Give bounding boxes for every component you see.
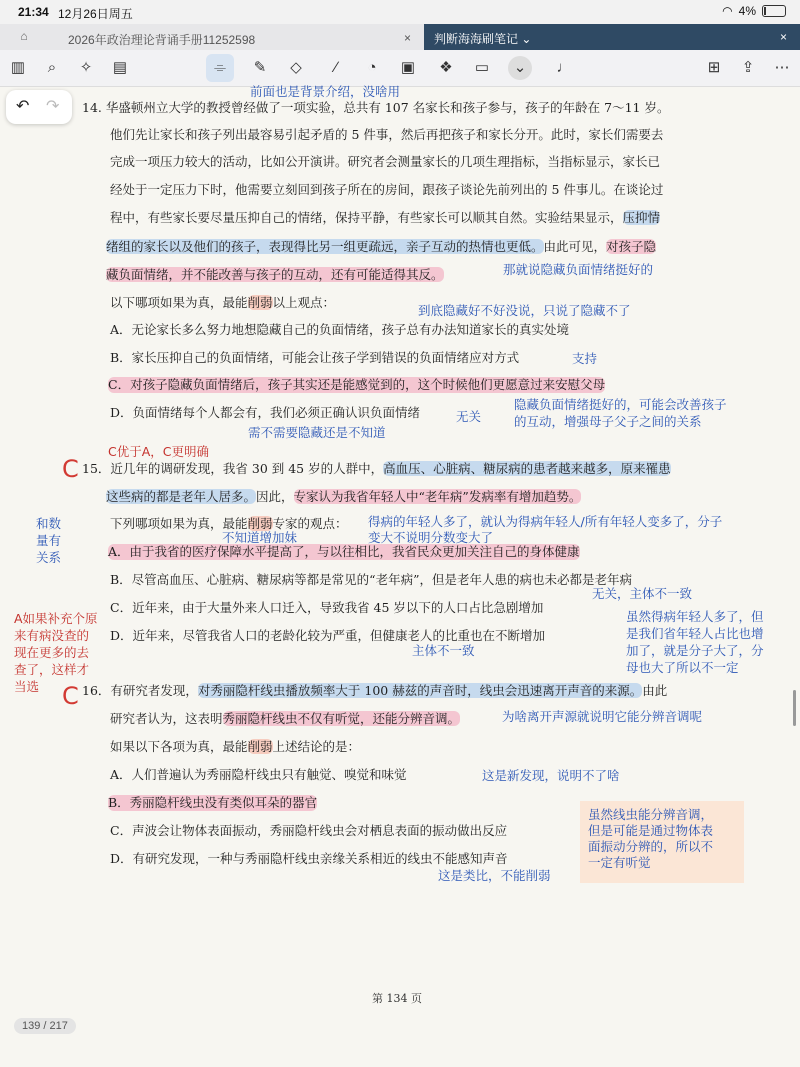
redo-icon[interactable]: ↷ (46, 98, 60, 115)
annotation: 来有病没查的 (14, 628, 90, 643)
status-date: 12月26日周五 (58, 7, 133, 21)
annotation: 加了，就是分子大了，分 (626, 643, 764, 658)
sidebar-icon[interactable]: ▥ (10, 59, 26, 76)
prompt-text: 上述结论的是： (272, 739, 361, 754)
q15-text: 15．近几年的调研发现，我省 30 到 45 岁的人群中， (82, 461, 384, 476)
option-a: A．人们普遍认为秀丽隐杆线虫只有触觉、嗅觉和味觉 (110, 767, 407, 782)
tab-label: 判断海海刷笔记 ⌄ (434, 32, 532, 46)
option-c: C．声波会让物体表面振动，秀丽隐杆线虫会对栖息表面的振动做出反应 (110, 823, 508, 838)
option-c: C．近年来，由于大量外来人口迁入，导致我省 45 岁以下的人口占比急剧增加 (110, 600, 544, 615)
option-b: B．家长压抑自己的负面情绪，可能会让孩子学到错误的负面情绪应对方式 (110, 350, 520, 365)
home-icon[interactable]: ⌂ (20, 29, 28, 43)
scrollbar[interactable] (793, 690, 796, 726)
q15-text: 因此， (256, 489, 294, 504)
annotation: 主体不一致 (412, 643, 475, 658)
annotation: 得病的年轻人多了，就认为得病年轻人/所有年轻人变多了，分子 (368, 514, 723, 529)
q14-line: 完成一项压力较大的活动，比如公开演讲。研究者会测量家长的几项生理指标，当指标显示，家长已 (110, 154, 661, 169)
tab-judgment-notes[interactable] (424, 24, 800, 50)
sticky-note: 虽然线虫能分辨音调， 但是可能是通过物体表 面振动分辨的，所以不 一定有听觉 (580, 801, 744, 883)
q16-text: 研究者认为，这表明 (110, 711, 223, 726)
check-mark-q16: C (62, 682, 79, 710)
annotation: 那就说隐藏负面情绪挺好的 (503, 262, 654, 277)
ellipsis-icon[interactable]: ⋯ (774, 59, 790, 76)
annotation: 无关，主体不一致 (592, 586, 693, 601)
annotation: 需不需要隐藏还是不知道 (248, 425, 386, 440)
annotation: 到底隐藏好不好没说，只说了隐藏不了 (418, 303, 631, 318)
option-b: B．尽管高血压、心脏病、糖尿病等都是常见的“老年病”，但是老年人患的病也未必都是老年病 (110, 572, 632, 587)
q14-line (110, 210, 660, 226)
option-d: D．负面情绪每个人都会有，我们必须正确认识负面情绪 (110, 405, 421, 420)
q15-line (106, 489, 581, 505)
annotation: 当选 (14, 679, 40, 694)
prompt-text: 如果以下各项为真，最能 (110, 739, 248, 754)
annotation: 隐藏负面情绪挺好的，可能会改善孩子 (514, 397, 727, 412)
prompt-text: 以下哪项如果为真，最能 (110, 295, 248, 310)
option-c: C．对孩子隐藏负面情绪后，孩子其实还是能感觉到的，这个时候他们更愿意过来安慰父母 (108, 377, 606, 392)
pen-icon[interactable]: ✎ (253, 59, 267, 76)
q15-line (82, 461, 671, 477)
highlight-blue: 压抑情 (622, 210, 661, 225)
mic-icon[interactable]: ♩ (556, 59, 572, 76)
text-icon[interactable]: ▭ (474, 59, 490, 76)
highlight-pink: 专家认为我省年轻人中“老年病”发病率有增加趋势。 (293, 489, 582, 504)
add-page-icon[interactable]: ⊞ (707, 59, 721, 76)
highlighter-icon[interactable]: ∕ (334, 59, 338, 76)
q16-text: 由此 (642, 683, 668, 698)
annotation: 前面也是背景介绍，没啥用 (250, 84, 401, 99)
prompt-text: 下列哪项如果为真，最能 (110, 516, 248, 531)
highlight-pink: 对孩子隐 (606, 239, 657, 254)
more-down-icon[interactable]: ⌄ (508, 56, 532, 80)
q16-line (110, 711, 460, 727)
highlight-blue: 对秀丽隐杆线虫播放频率大于 100 赫兹的声音时，线虫会迅速离开声音的来源。 (197, 683, 643, 698)
prompt-text: 以上观点： (272, 295, 336, 310)
option-d: D．有研究发现，一种与秀丽隐杆线虫亲缘关系相近的线虫不能感知声音 (110, 851, 508, 866)
close-icon[interactable]: × (780, 30, 788, 44)
annotation: 变大不说明分数变大了 (368, 530, 494, 545)
undo-icon[interactable]: ↶ (16, 98, 30, 115)
q14-line (106, 267, 444, 283)
q14-text: 由此可见， (543, 239, 607, 254)
search-icon[interactable]: ⌕ (47, 59, 57, 76)
highlight-pink: 秀丽隐杆线虫不仅有听觉，还能分辨音调。 (222, 711, 461, 726)
q16-prompt (110, 739, 360, 755)
annotation: 支持 (572, 351, 598, 366)
option-a: A．由于我省的医疗保障水平提高了，与以往相比，我省民众更加关注自己的身体健康 (108, 544, 580, 559)
highlight-blue: 这些病的都是老年人居多。 (106, 489, 257, 504)
status-bar (0, 0, 800, 24)
share-icon[interactable]: ⇪ (741, 59, 755, 76)
annotation: 为啥离开声源就说明它能分辨音调呢 (502, 709, 703, 724)
page-counter: 139 / 217 (14, 1018, 76, 1034)
battery-icon (762, 5, 786, 17)
tab-bar (0, 24, 800, 50)
image-icon[interactable]: ▣ (400, 59, 416, 76)
q16-text: 16．有研究者发现， (82, 683, 198, 698)
status-icons (722, 4, 786, 18)
check-mark-q15: C (62, 455, 79, 483)
keyword-weaken: 削弱 (247, 295, 273, 310)
q16-line (82, 683, 667, 699)
annotation: 现在更多的去 (14, 645, 90, 660)
q14-line (106, 239, 656, 255)
annotation: 和数 (36, 516, 62, 531)
toolbar (0, 50, 800, 87)
annotation: 母也大了所以不一定 (626, 660, 739, 675)
eraser-icon[interactable]: ◇ (290, 59, 302, 76)
option-a: A．无论家长多么努力地想隐藏自己的负面情绪，孩子总有办法知道家长的真实处境 (110, 322, 570, 337)
q14-line: 14. 华盛顿州立大学的教授曾经做了一项实验，总共有 107 名家长和孩子参与，孩子的年龄在 7～11 岁。 (82, 100, 670, 115)
notes-icon[interactable]: ▤ (112, 59, 128, 76)
undo-redo-group (6, 90, 72, 124)
q14-prompt (110, 295, 335, 311)
tab-label: 2026年政治理论背诵手册11252598 (68, 33, 256, 47)
annotation: 的互动，增强母子父子之间的关系 (514, 414, 702, 429)
keyword-weaken: 削弱 (247, 739, 273, 754)
annotation: 关系 (36, 550, 62, 565)
annotation: 不知道增加妹 (222, 530, 298, 545)
keyword-weaken: 削弱 (247, 516, 273, 531)
highlight-blue: 绪组的家长以及他们的孩子，表现得比另一组更疏远，亲子互动的热情也更低。 (106, 239, 544, 254)
annotation: 量有 (36, 533, 62, 548)
close-icon[interactable]: × (404, 31, 412, 45)
document-page (80, 86, 780, 1066)
annotation: C优于A，C更明确 (108, 444, 210, 459)
shape-icon[interactable]: ◔ (367, 59, 377, 76)
option-b: B．秀丽隐杆线虫没有类似耳朵的器官 (108, 795, 318, 810)
q14-line: 经处于一定压力下时，他需要立刻回到孩子所在的房间，跟孩子谈论先前列出的 5 件事儿。在谈论过 (110, 182, 664, 197)
annotation: 是我们省年轻人占比也增 (626, 626, 764, 641)
sticker-icon[interactable]: ❖ (439, 59, 453, 76)
page-footer: 第 134 页 (372, 992, 422, 1005)
prompt-text: 专家的观点： (272, 516, 348, 531)
annotation: 查了，这样才 (14, 662, 90, 677)
annotation: A如果补充个原 (14, 611, 98, 626)
status-time: 21:34 (18, 5, 49, 19)
wifi-icon: ◠ (722, 4, 733, 18)
highlight-pink: 藏负面情绪，并不能改善与孩子的互动，还有可能适得其反。 (106, 267, 444, 282)
annotation: 无关 (456, 409, 482, 424)
battery-percent: 4% (738, 4, 756, 18)
tab-politics-handbook[interactable] (40, 26, 420, 48)
highlight-blue: 高血压、心脏病、糖尿病的患者越来越多，原来罹患 (383, 461, 671, 476)
q14-text: 程中，有些家长要尽量压抑自己的情绪，保持平静，有些家长可以顺其自然。实验结果显示， (110, 210, 623, 225)
magic-icon[interactable]: ✧ (79, 59, 93, 76)
lasso-icon[interactable]: ⌯ (206, 54, 234, 82)
option-d: D．近年来，尽管我省人口的老龄化较为严重，但健康老人的比重也在不断增加 (110, 628, 546, 643)
q14-line: 他们先让家长和孩子列出最容易引起矛盾的 5 件事，然后再把孩子和家长分开。此时，家长们需要去 (110, 127, 664, 142)
annotation: 这是新发现，说明不了啥 (482, 768, 620, 783)
annotation: 这是类比，不能削弱 (438, 868, 551, 883)
annotation: 虽然得病年轻人多了，但 (626, 609, 764, 624)
